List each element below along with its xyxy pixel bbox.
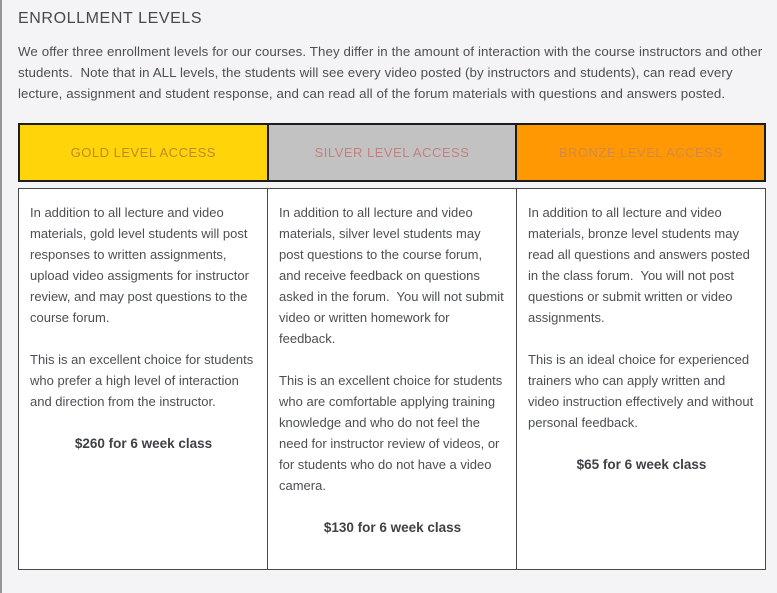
page-title: ENROLLMENT LEVELS — [18, 10, 203, 27]
header-cell-silver: SILVER LEVEL ACCESS — [267, 123, 518, 182]
header-cell-bronze: BRONZE LEVEL ACCESS — [515, 123, 766, 182]
intro-paragraph: We offer three enrollment levels for our courses. They differ in the amount of interaction with the course instructors and other students. Note that in ALL levels, the students will see every video posted (by instructors and students), can read every lecture, assignment and student response, and can read all of the forum materials with questions and answers posted. — [18, 44, 767, 101]
bronze-price: $65 for 6 week class — [576, 457, 707, 472]
table-body-row — [18, 188, 766, 570]
body-cell-gold — [18, 188, 268, 570]
gold-price: $260 for 6 week class — [74, 436, 213, 451]
gold-description: In addition to all lecture and video materials, gold level students will post responses to written assignments, upload video assigments for instructor review, and may post questions to the course forum. — [30, 205, 253, 325]
table-header-row — [18, 123, 766, 182]
silver-description: In addition to all lecture and video materials, silver level students may post questions to the course forum, and receive feedback on questions asked in the forum. You will not submit video or written homework for feedback. — [279, 205, 508, 346]
silver-recommendation: This is an excellent choice for students who are comfortable applying training knowledge and who do not feel the need for instructor review of videos, or for students who do not have a video camera. — [279, 373, 506, 493]
enrollment-levels-table — [18, 123, 766, 570]
header-cell-gold: GOLD LEVEL ACCESS — [18, 123, 269, 182]
body-cell-bronze — [516, 188, 766, 570]
body-cell-silver — [267, 188, 517, 570]
silver-price: $130 for 6 week class — [323, 520, 462, 535]
bronze-recommendation: This is an ideal choice for experienced trainers who can apply written and video instruction effectively and without personal feedback. — [528, 352, 757, 430]
bronze-description: In addition to all lecture and video materials, bronze level students may read all questions and answers posted in the class forum. You will not post questions or submit written or video assignments. — [528, 205, 754, 325]
gold-recommendation: This is an excellent choice for students who prefer a high level of interaction and direction from the instructor. — [30, 352, 257, 409]
